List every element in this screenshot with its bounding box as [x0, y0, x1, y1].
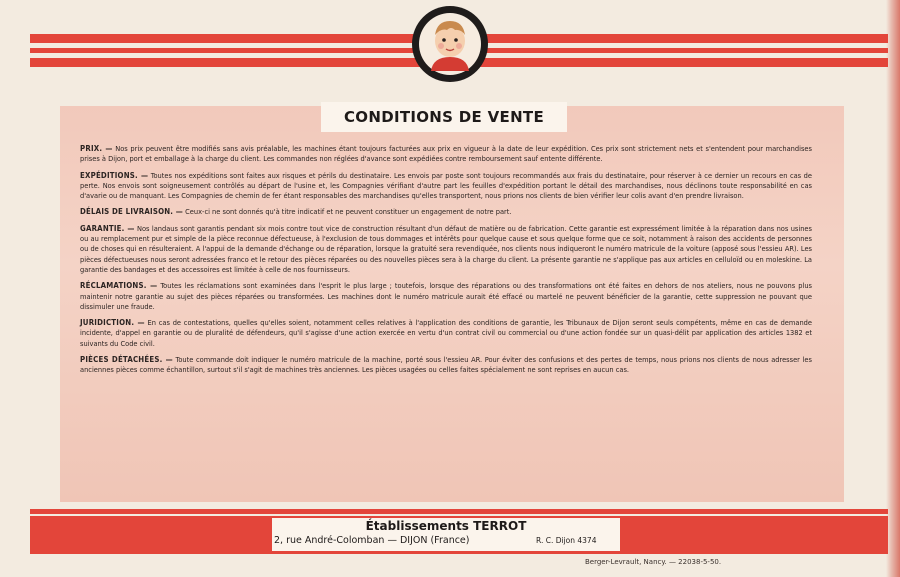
section-text: Nos landaus sont garantis pendant six mois contre tout vice de construction résultant d'un défaut de matière ou de fabrication. Cette garantie est expressément limitée à la réparation dans nos usines ou au remplacement pur et simple de la pièce reconnue défectueuse, à l'exclusion de tous dommages et intérêts pour quelque cause et sous quelque forme que ce soit, notamment à raison des accidents de personnes ou de choses qui en résulteraient. A l'appui de la demande d'échange ou de réparation, lorsque la gratuité sera revendiquée, nos clients nous indiqueront le numéro matricule de la voiture (apposé sous l'essieu AR). Les pièces défectueuses nous seront adressées franco et le retour des pièces réparées ou des nouvelles pièces sera à la charge du client. La présente garantie ne s'applique pas aux articles en celluloïd ou en moleskine. La garantie des bandages et des accessoires est limitée à celle de nos fournisseurs. — [80, 223, 812, 274]
printer-credit: Berger-Levrault, Nancy. — 22038-5-50. — [585, 558, 722, 566]
section-pieces — [80, 355, 812, 376]
section-text: Toutes nos expéditions sont faites aux risques et périls du destinataire. Les envois par poste sont toujours recommandés aux frais du destinataire, pour réserver à ce dernier un recours en cas de perte. Nos envois sont soigneusement contrôlés au départ de l'usine et, les Compagnies vérifiant d'autre part les feuilles d'expédition portant le détail des marchandises, nous déclinons toute responsabilité en cas d'avarie ou de manquant. Les Compagnies de chemin de fer étant responsables des marchandises qu'elles transportent, nous prions nos clients de bien vérifier leur colis avant d'en prendre livraison. — [80, 170, 812, 201]
section-heading: PIÈCES DÉTACHÉES. — — [80, 355, 173, 365]
section-text: En cas de contestations, quelles qu'elles soient, notamment celles relatives à l'application des conditions de garantie, les Tribunaux de Dijon seront seuls compétents, même en cas de demande incidente, d'appel en garantie ou de pluralité de défendeurs, qu'il s'agisse d'une action exercée en vertu d'un contrat civil ou commercial ou d'une action fondée sur un quasi-délit par application des articles 1382 et suivants du Code civil. — [80, 318, 812, 348]
company-name: Établissements TERROT — [365, 519, 527, 533]
conditions-body — [80, 144, 812, 382]
section-expeditions — [80, 171, 812, 202]
section-garantie — [80, 224, 812, 275]
section-text: Ceux-ci ne sont donnés qu'à titre indicatif et ne peuvent constituer un engagement de notre part. — [185, 207, 512, 217]
paper-edge — [886, 0, 900, 577]
page-title: CONDITIONS DE VENTE — [344, 108, 544, 126]
bottom-stripe — [30, 509, 888, 514]
section-juridiction — [80, 318, 812, 349]
section-heading: DÉLAIS DE LIVRAISON. — — [80, 207, 184, 217]
section-heading: PRIX. — — [80, 144, 113, 153]
company-address: 2, rue André-Colomban — DIJON (France) — [274, 535, 470, 546]
section-text: Toutes les réclamations sont examinées dans l'esprit le plus large ; toutefois, lorsque des réparations ou des transformations ont été faites en dehors de nos ateliers, nous ne pouvons plus maintenir notre garantie au sujet des pièces réparées ou transformées. Les machines dont le numéro matricule aurait été effacé ou martelé ne peuvent bénéficier de la garantie, cette suppression ne pouvant que dissimuler une fraude. — [80, 281, 812, 311]
section-heading: GARANTIE. — — [80, 223, 135, 233]
section-text: Toute commande doit indiquer le numéro matricule de la machine, porté sous l'essieu AR. Pour éviter des confusions et des pertes de temps, nous prions nos clients de nous adresser les anciennes pièces comme échantillon, surtout s'il s'agit de machines très anciennes. Les pièces usagées ou celles faites spécialement ne sont reprises en aucun cas. — [80, 355, 812, 375]
section-heading: JURIDICTION. — — [80, 318, 145, 328]
section-text: Nos prix peuvent être modifiés sans avis préalable, les machines étant toujours facturées aux prix en vigueur à la date de leur expédition. Ces prix sont strictement nets et s'entendent pour marchandises prises à Dijon, port et emballage à la charge du client. Les commandes non réglées d'avance sont expédiées contre remboursement sauf entente différente. — [80, 144, 812, 164]
section-prix — [80, 144, 812, 165]
registry-number: R. C. Dijon 4374 — [536, 536, 597, 545]
child-portrait-logo-icon — [412, 6, 488, 82]
section-reclamations — [80, 281, 812, 312]
title-box — [321, 102, 567, 132]
section-heading: EXPÉDITIONS. — — [80, 170, 149, 180]
section-heading: RÉCLAMATIONS. — — [80, 281, 158, 291]
section-delais — [80, 207, 812, 217]
